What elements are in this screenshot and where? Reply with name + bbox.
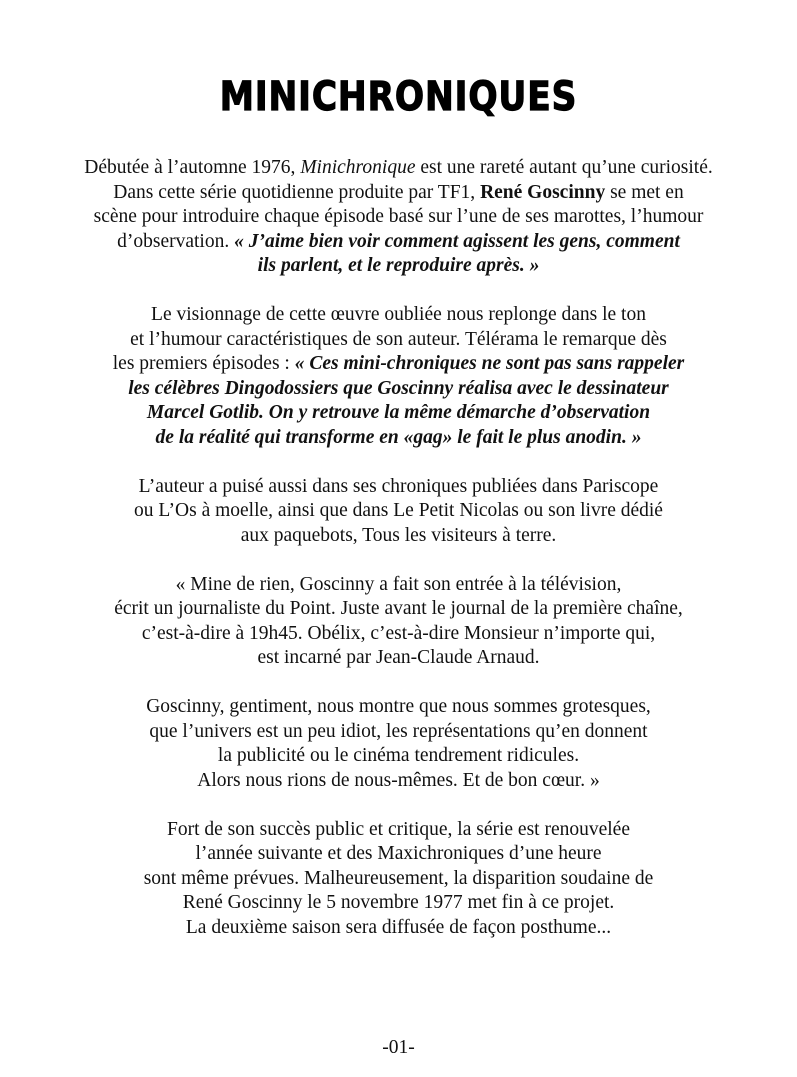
text-line: scène pour introduire chaque épisode basé sur l’une de ses marottes, l’humour <box>93 206 704 227</box>
text-line: Fort de son succès public et critique, la série est renouvelée <box>167 818 630 840</box>
text-line: Alors nous rions de nous-mêmes. Et de bon cœur. » <box>197 769 600 791</box>
quote-line: ils parlent, et le reproduire après. » <box>257 255 540 276</box>
text-line: sont même prévues. Malheureusement, la disparition soudaine de <box>143 867 654 889</box>
paragraph-telerama <box>40 303 757 450</box>
text-line: aux paquebots, Tous les visiteurs à terre. <box>240 524 557 546</box>
text-line <box>40 230 757 255</box>
text-line <box>40 352 757 377</box>
paragraph-intro <box>40 156 757 279</box>
text-line: Goscinny, gentiment, nous montre que nous sommes grotesques, <box>146 696 651 717</box>
page-number: -01- <box>382 1037 415 1058</box>
text-line: que l’univers est un peu idiot, les représentations qu’en donnent <box>149 720 648 742</box>
quote-bold-italic: « J’aime bien voir comment agissent les gens, comment <box>234 230 680 252</box>
text-line: l’année suivante et des Maxichroniques d’une heure <box>195 843 602 864</box>
quote-line: les célèbres Dingodossiers que Goscinny réalisa avec le dessinateur <box>128 377 669 399</box>
text-segment: les premiers épisodes : <box>112 353 295 374</box>
text-line: est incarné par Jean-Claude Arnaud. <box>257 647 540 668</box>
text-line: et l’humour caractéristiques de son auteur. Télérama le remarque dès <box>130 328 667 350</box>
text-line: écrit un journaliste du Point. Juste avant le journal de la première chaîne, <box>114 598 683 619</box>
page-title: MINICHRONIQUES <box>219 74 578 120</box>
paragraph-sources <box>40 475 757 549</box>
text-segment: Dans cette série quotidienne produite par TF1, <box>113 181 481 203</box>
text-line: c’est-à-dire à 19h45. Obélix, c’est-à-dire Monsieur n’importe qui, <box>141 622 656 644</box>
paragraph-le-point <box>40 573 757 671</box>
quote-line: de la réalité qui transforme en «gag» le fait le plus anodin. » <box>155 426 642 448</box>
text-segment: d’observation. <box>117 230 235 252</box>
text-line <box>40 156 757 181</box>
text-line: Le visionnage de cette œuvre oubliée nous replonge dans le ton <box>151 304 646 325</box>
paragraph-quote-continued <box>40 695 757 793</box>
text-line: la publicité ou le cinéma tendrement ridicules. <box>217 745 580 766</box>
text-line: René Goscinny le 5 novembre 1977 met fin à ce projet. <box>182 892 615 913</box>
text-line: La deuxième saison sera diffusée de façon posthume... <box>185 916 612 938</box>
text-line: L’auteur a puisé aussi dans ses chroniques publiées dans Pariscope <box>138 475 659 497</box>
series-title-italic: Minichronique <box>300 157 416 178</box>
text-line <box>40 181 757 206</box>
paragraph-conclusion <box>40 818 757 941</box>
text-line: ou L’Os à moelle, ainsi que dans Le Petit Nicolas ou son livre dédié <box>134 500 663 521</box>
author-name-bold: René Goscinny <box>480 181 606 203</box>
text-segment: se met en <box>605 181 684 203</box>
text-segment: est une rareté autant qu’une curiosité. <box>415 157 713 178</box>
text-segment: Débutée à l’automne 1976, <box>84 157 301 178</box>
article-body <box>40 156 757 965</box>
text-line: « Mine de rien, Goscinny a fait son entrée à la télévision, <box>175 573 622 595</box>
quote-line: Marcel Gotlib. On y retrouve la même démarche d’observation <box>146 402 651 423</box>
quote-bold-italic: « Ces mini-chroniques ne sont pas sans rappeler <box>294 353 685 374</box>
